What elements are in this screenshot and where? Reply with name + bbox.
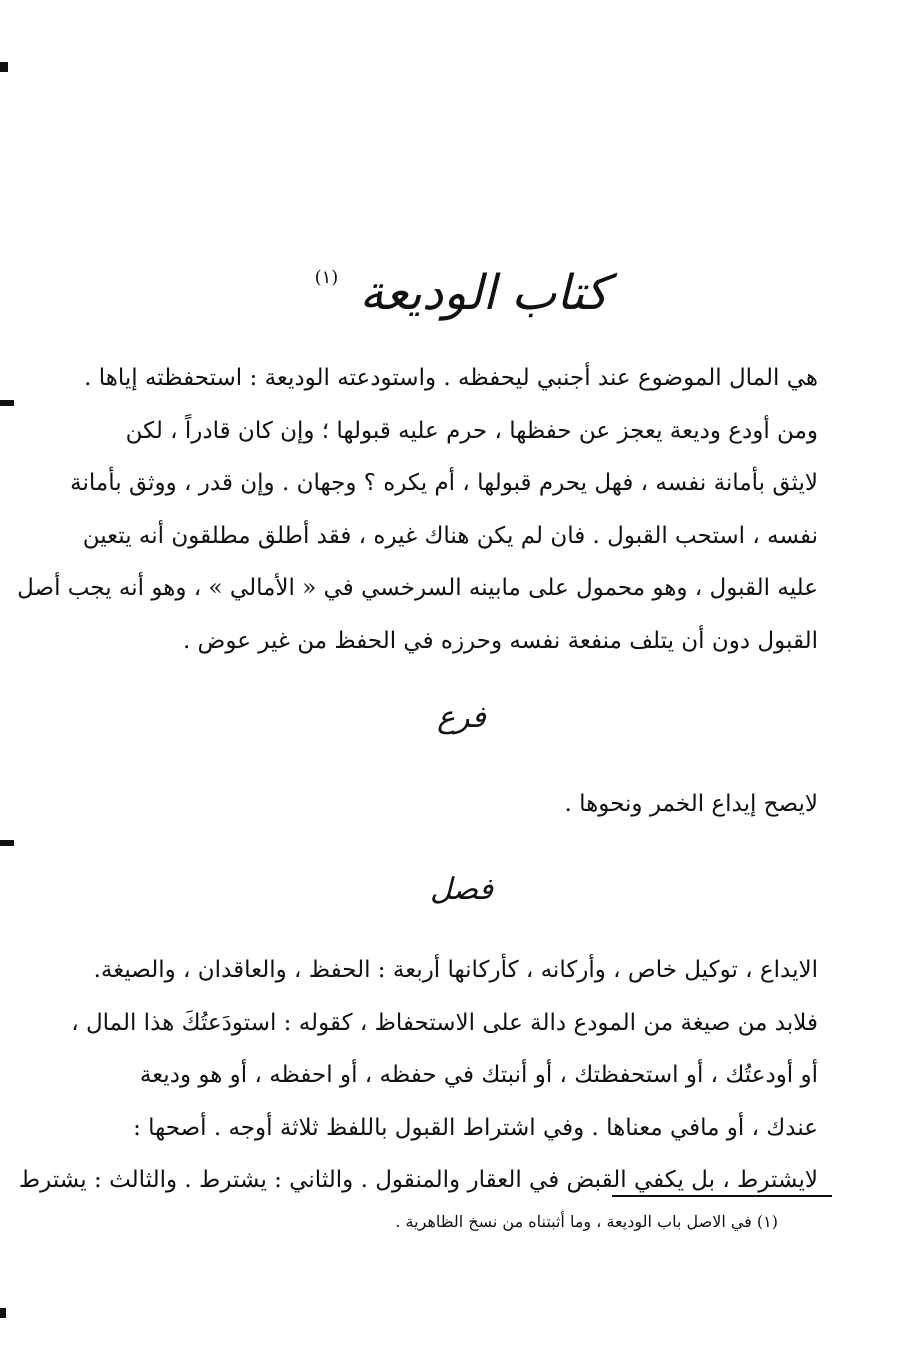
intro-line: القبول دون أن يتلف منفعة نفسه وحرزه في الحفظ من غير عوض .: [182, 627, 818, 654]
fasl-line: فلابد من صيغة من المودع دالة على الاستحفاظ ، كقوله : استودَعتُكَ هذا المال ،: [71, 1009, 818, 1036]
far-heading: فرع: [437, 700, 486, 735]
page-edge-mark: [0, 400, 14, 406]
far-paragraph: [106, 778, 818, 831]
intro-line: نفسه ، استحب القبول . فان لم يكن هناك غيره ، فقد أطلق مطلقون أنه يتعين: [82, 522, 818, 549]
intro-line: هي المال الموضوع عند أجنبي ليحفظه . واستودعته الوديعة : استحفظته إياها .: [84, 365, 818, 391]
chapter-title: [0, 242, 923, 329]
footnote-separator: [612, 1195, 832, 1197]
intro-paragraph: [17, 352, 818, 668]
fasl-paragraph: [18, 944, 818, 1207]
fasl-line: الايداع ، توكيل خاص ، وأركانه ، كأركانها أربعة : الحفظ ، والعاقدان ، والصيغة.: [93, 957, 818, 983]
title-footnote-ref: (١): [314, 267, 339, 288]
fasl-heading: فصل: [429, 872, 494, 907]
page-edge-mark: [0, 1308, 6, 1318]
page-edge-mark: [0, 840, 14, 846]
far-line: لايصح إيداع الخمر ونحوها .: [564, 791, 818, 817]
intro-line: لايثق بأمانة نفسه ، فهل يحرم قبولها ، أم يكره ؟ وجهان . وإن قدر ، ووثق بأمانة: [70, 470, 818, 497]
intro-line: ومن أودع وديعة يعجز عن حفظها ، حرم عليه قبولها ؛ وإن كان قادراً ، لكن: [125, 417, 818, 444]
fasl-line: لايشترط ، بل يكفي القبض في العقار والمنقول . والثاني : يشترط . والثالث : يشترط: [18, 1167, 818, 1194]
chapter-title-text: كتاب الوديعة: [359, 265, 609, 321]
fasl-line: أو أودعتُك ، أو استحفظتك ، أو أنبتك في حفظه ، أو احفظه ، أو هو وديعة: [139, 1062, 818, 1089]
fasl-line: عندك ، أو مافي معناها . وفي اشتراط القبول باللفظ ثلاثة أوجه . أصحها :: [133, 1114, 818, 1141]
intro-line: عليه القبول ، وهو محمول على مابينه السرخسي في « الأمالي » ، وهو أنه يجب أصل: [17, 575, 818, 602]
footnote: (١) في الاصل باب الوديعة ، وما أثبتناه من نسخ الظاهرية .: [395, 1212, 778, 1231]
page-edge-mark: [0, 62, 8, 72]
